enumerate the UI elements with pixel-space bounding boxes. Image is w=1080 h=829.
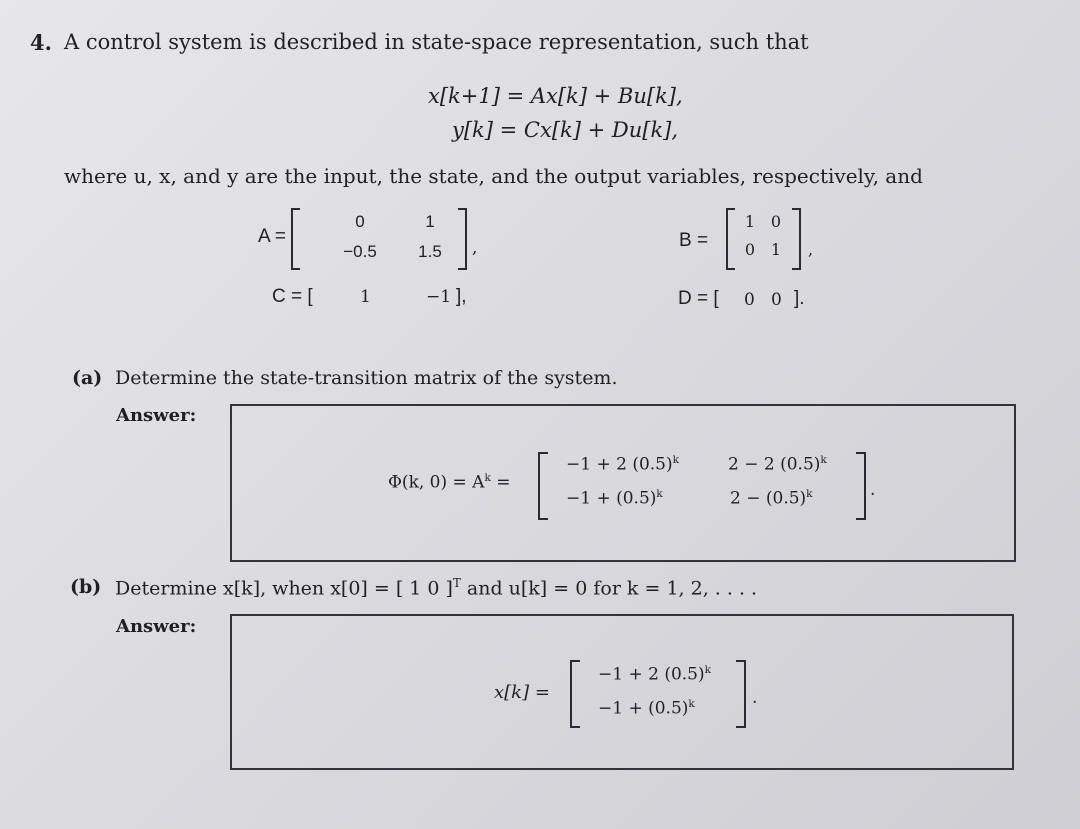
part-b-answer-label: Answer: bbox=[116, 616, 197, 637]
part-a-period: . bbox=[870, 480, 876, 500]
output-equation: y[k] = Cx[k] + Du[k], bbox=[452, 118, 679, 142]
matrix-a-22: 1.5 bbox=[418, 242, 442, 261]
part-b-lhs: x[k] = bbox=[494, 682, 550, 703]
matrix-b-12: 0 bbox=[770, 212, 782, 231]
part-a-m21: $-1 + (0.5)^k$ bbox=[566, 488, 663, 509]
matrix-a-comma: , bbox=[472, 238, 478, 258]
part-a-lhs-text: Φ(k, 0) = A bbox=[388, 472, 485, 493]
matrix-d-close: ]. bbox=[794, 288, 805, 309]
part-a-answer-label: Answer: bbox=[116, 405, 197, 426]
matrix-b-22: 1 bbox=[770, 240, 782, 259]
part-a-lhs-exp: k bbox=[484, 472, 491, 484]
part-b-left-bracket bbox=[570, 660, 580, 728]
part-a-lhs-equals: = bbox=[496, 472, 511, 493]
part-a-label: (a) bbox=[72, 367, 103, 389]
matrix-b-comma: , bbox=[808, 240, 814, 259]
part-a-answer-box bbox=[230, 404, 1016, 562]
part-a-lhs bbox=[388, 472, 511, 493]
matrix-d-label: D = [ bbox=[678, 288, 719, 309]
matrix-c-label: C = [ bbox=[272, 286, 313, 307]
matrix-b-right-bracket bbox=[792, 208, 801, 270]
part-b-answer-box bbox=[230, 614, 1014, 770]
part-a-m12: 2 − 2 $(0.5)^k$ bbox=[728, 454, 827, 475]
matrix-c-2: −1 bbox=[426, 287, 452, 307]
matrix-b-label: B = bbox=[679, 230, 709, 251]
matrix-c-close: ], bbox=[456, 286, 467, 307]
part-b-v1: −1 + 2 $(0.5)^k$ bbox=[598, 664, 712, 685]
part-b-question-text: Determine x[k], when x[0] = [ 1 0 ] bbox=[115, 577, 453, 600]
matrix-a-label: A = bbox=[258, 226, 286, 247]
matrix-a-left-bracket bbox=[291, 208, 300, 270]
matrix-d-values: 0 0 bbox=[744, 290, 782, 310]
part-b-right-bracket bbox=[736, 660, 746, 728]
matrix-a-right-bracket bbox=[458, 208, 467, 270]
matrix-b-11: 1 bbox=[744, 212, 756, 231]
problem-number: 4. bbox=[30, 30, 52, 55]
part-a-question: Determine the state-transition matrix of the system. bbox=[115, 367, 618, 389]
part-a-m11: −1 + 2 $(0.5)^k$ bbox=[566, 454, 680, 475]
matrix-a-12: 1 bbox=[425, 212, 435, 231]
state-equation: x[k+1] = Ax[k] + Bu[k], bbox=[428, 84, 683, 108]
part-b-period: . bbox=[752, 688, 758, 708]
part-b-question bbox=[115, 576, 757, 599]
matrix-a-11: 0 bbox=[355, 212, 365, 231]
where-text: where u, x, and y are the input, the state, and the output variables, respectively, and bbox=[64, 164, 923, 188]
problem-statement: A control system is described in state-space representation, such that bbox=[64, 30, 809, 54]
matrix-a-21: −0.5 bbox=[343, 242, 377, 261]
part-a-m22: $2 - (0.5)^k$ bbox=[730, 488, 813, 509]
matrix-b-21: 0 bbox=[744, 240, 756, 259]
part-b-v2: $-1 + (0.5)^k$ bbox=[598, 698, 695, 719]
part-a-left-bracket bbox=[538, 452, 548, 520]
matrix-c-1: 1 bbox=[360, 287, 371, 307]
part-b-question-tail: and u[k] = 0 for k = 1, 2, . . . . bbox=[466, 577, 758, 600]
matrix-b-left-bracket bbox=[726, 208, 735, 270]
part-a-right-bracket bbox=[856, 452, 866, 520]
part-b-label: (b) bbox=[70, 576, 102, 598]
part-b-question-sup: T bbox=[452, 576, 461, 590]
